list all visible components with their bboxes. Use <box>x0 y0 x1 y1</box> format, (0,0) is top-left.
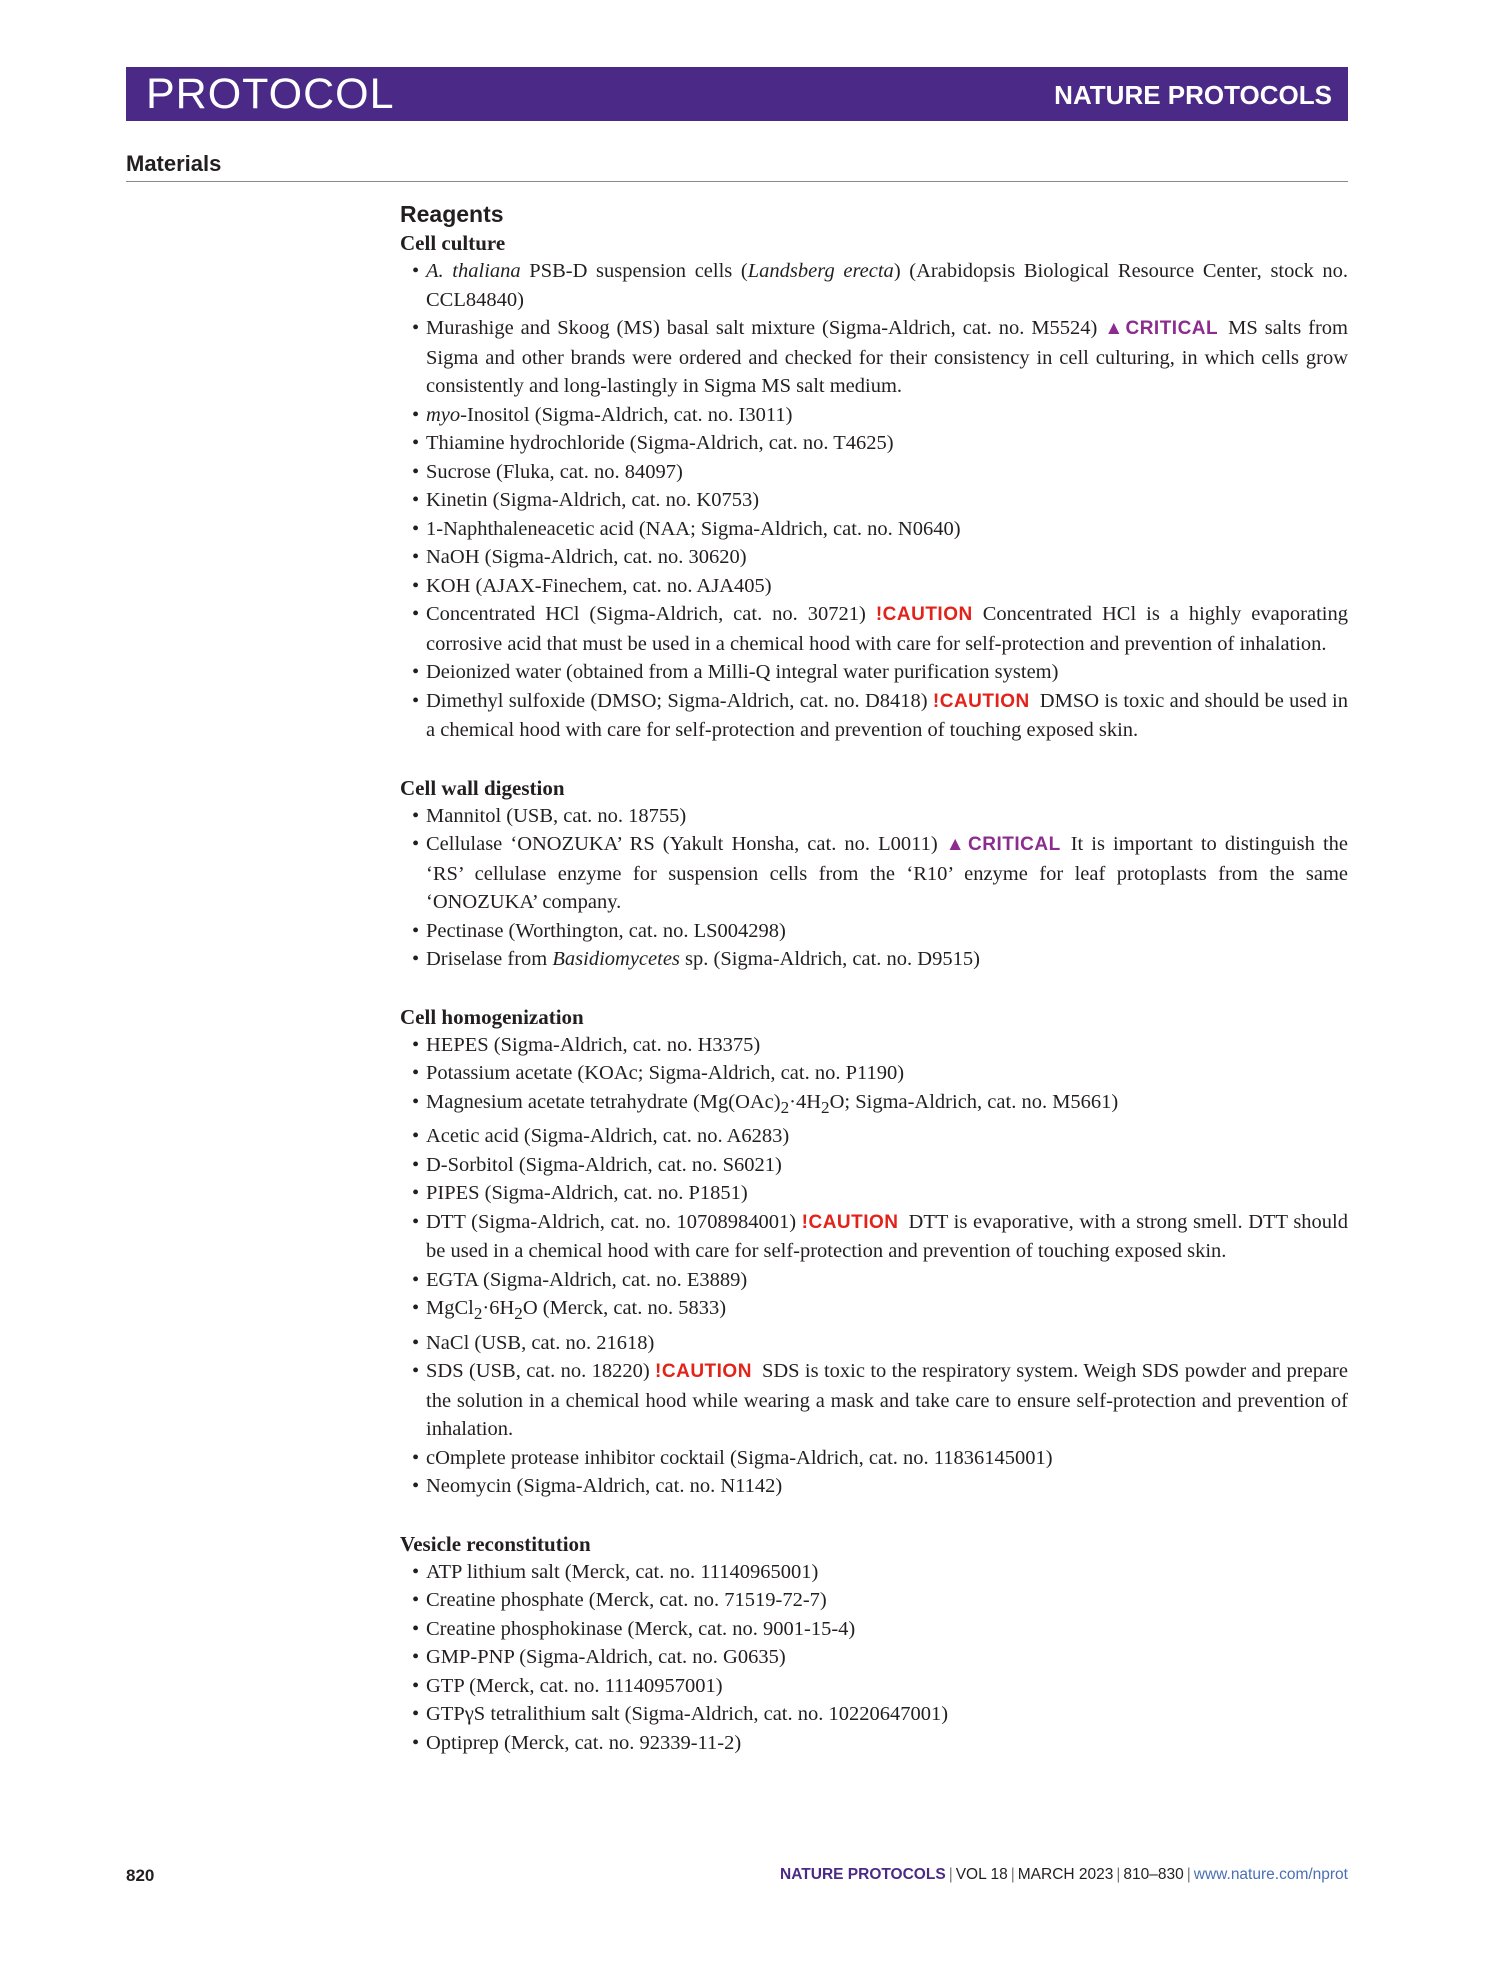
critical-tag: ▲CRITICAL <box>1104 318 1219 339</box>
vesicle-list <box>400 1558 1348 1758</box>
list-item: • PIPES (Sigma-Aldrich, cat. no. P1851) <box>426 1179 1348 1208</box>
list-item: • A. thaliana PSB-D suspension cells (Landsberg erecta) (Arabidopsis Biological Resource Center, stock no. CCL84840) <box>426 257 1348 314</box>
cell-culture-list <box>400 257 1348 745</box>
list-item: • Deionized water (obtained from a Milli-Q integral water purification system) <box>426 658 1348 687</box>
caution-tag: !CAUTION <box>875 604 973 625</box>
list-item: • Mannitol (USB, cat. no. 18755) <box>426 802 1348 831</box>
list-item: • D-Sorbitol (Sigma-Aldrich, cat. no. S6021) <box>426 1151 1348 1180</box>
footer-volume: VOL 18 <box>955 1866 1008 1883</box>
cell-homogenization-list <box>400 1031 1348 1501</box>
list-item: • Acetic acid (Sigma-Aldrich, cat. no. A6283) <box>426 1122 1348 1151</box>
list-item: • NaCl (USB, cat. no. 21618) <box>426 1329 1348 1358</box>
list-item: • GTPγS tetralithium salt (Sigma-Aldrich, cat. no. 10220647001) <box>426 1700 1348 1729</box>
list-item: • Dimethyl sulfoxide (DMSO; Sigma-Aldrich, cat. no. D8418) !CAUTION DMSO is toxic and should be used in a chemical hood with care for self-protection and prevention of touching exposed skin. <box>426 687 1348 745</box>
reagents-heading: Reagents <box>400 201 504 227</box>
list-item: • KOH (AJAX-Finechem, cat. no. AJA405) <box>426 572 1348 601</box>
subheading-cell-culture: Cell culture <box>400 231 506 255</box>
list-item: • Driselase from Basidiomycetes sp. (Sigma-Aldrich, cat. no. D9515) <box>426 945 1348 974</box>
cell-wall-list <box>400 802 1348 974</box>
critical-tag: ▲CRITICAL <box>945 834 1061 855</box>
subheading-cell-wall-digestion: Cell wall digestion <box>400 775 565 800</box>
citation-footer: NATURE PROTOCOLS | VOL 18 | MARCH 2023 | 810–830 | www.nature.com/nprot <box>780 1866 1348 1883</box>
caution-tag: !CAUTION <box>801 1211 899 1233</box>
list-item: • cOmplete protease inhibitor cocktail (Sigma-Aldrich, cat. no. 11836145001) <box>426 1444 1348 1473</box>
caution-tag: !CAUTION <box>932 690 1030 712</box>
list-item: • Sucrose (Fluka, cat. no. 84097) <box>426 458 1348 487</box>
caution-tag: !CAUTION <box>655 1361 752 1383</box>
footer-journal: NATURE PROTOCOLS <box>780 1866 946 1883</box>
list-item: • SDS (USB, cat. no. 18220) !CAUTION SDS is toxic to the respiratory system. Weigh SDS powder and prepare the solution in a chemical hood while wearing a mask and take care to ensure self-protection and prevention of inhalation. <box>426 1357 1348 1444</box>
list-item: • Thiamine hydrochloride (Sigma-Aldrich, cat. no. T4625) <box>426 429 1348 458</box>
list-item: • Magnesium acetate tetrahydrate ($Mg(OAc)_2\cdot 4H_2O$; Sigma-Aldrich, cat. no. M5661) <box>426 1088 1348 1123</box>
list-item: • DTT (Sigma-Aldrich, cat. no. 10708984001) !CAUTION DTT is evaporative, with a strong smell. DTT should be used in a chemical hood with care for self-protection and prevention of touching exposed skin. <box>426 1208 1348 1266</box>
list-item: • Kinetin (Sigma-Aldrich, cat. no. K0753) <box>426 486 1348 515</box>
list-item: • GTP (Merck, cat. no. 11140957001) <box>426 1672 1348 1701</box>
list-item: • Creatine phosphokinase (Merck, cat. no. 9001-15-4) <box>426 1615 1348 1644</box>
reagents-content <box>400 200 1348 1757</box>
list-item: • Potassium acetate (KOAc; Sigma-Aldrich, cat. no. P1190) <box>426 1059 1348 1088</box>
footer-date: MARCH 2023 <box>1017 1866 1114 1883</box>
list-item: • Pectinase (Worthington, cat. no. LS004298) <box>426 917 1348 946</box>
section-title: Materials <box>126 151 222 176</box>
list-item: • EGTA (Sigma-Aldrich, cat. no. E3889) <box>426 1266 1348 1295</box>
list-item: • Cellulase ‘ONOZUKA’ RS (Yakult Honsha, cat. no. L0011) ▲CRITICAL It is important to distinguish the ‘RS’ cellulase enzyme for suspension cells from the ‘R10’ enzyme for leaf protoplasts from the same ‘ONOZUKA’ company. <box>426 830 1348 917</box>
section-divider <box>126 181 1348 182</box>
list-item: • Concentrated HCl (Sigma-Aldrich, cat. no. 30721) !CAUTION Concentrated HCl is a highly evaporating corrosive acid that must be used in a chemical hood with care for self-protection and prevention of inhalation. <box>426 600 1348 658</box>
journal-name: NATURE PROTOCOLS <box>1054 80 1332 110</box>
list-item: • $MgCl_2\cdot 6H_2O$ (Merck, cat. no. 5833) <box>426 1294 1348 1329</box>
page-number: 820 <box>126 1866 155 1885</box>
list-item: • NaOH (Sigma-Aldrich, cat. no. 30620) <box>426 543 1348 572</box>
footer-pages: 810–830 <box>1123 1866 1184 1883</box>
list-item: • 1-Naphthaleneacetic acid (NAA; Sigma-Aldrich, cat. no. N0640) <box>426 515 1348 544</box>
journal-header-bar <box>126 67 1348 121</box>
subheading-vesicle-reconstitution: Vesicle reconstitution <box>400 1531 591 1556</box>
list-item: • HEPES (Sigma-Aldrich, cat. no. H3375) <box>426 1031 1348 1060</box>
list-item: • Optiprep (Merck, cat. no. 92339-11-2) <box>426 1729 1348 1758</box>
journal-url-link[interactable]: www.nature.com/nprot <box>1193 1866 1348 1883</box>
list-item: • Creatine phosphate (Merck, cat. no. 71519-72-7) <box>426 1586 1348 1615</box>
list-item: • Murashige and Skoog (MS) basal salt mixture (Sigma-Aldrich, cat. no. M5524) ▲CRITICAL MS salts from Sigma and other brands were ordered and checked for their consistency in cell culturing, in which cells grow consistently and long-lastingly in Sigma MS salt medium. <box>426 314 1348 401</box>
list-item: • Neomycin (Sigma-Aldrich, cat. no. N1142) <box>426 1472 1348 1501</box>
list-item: • myo-Inositol (Sigma-Aldrich, cat. no. I3011) <box>426 401 1348 430</box>
subheading-cell-homogenization: Cell homogenization <box>400 1004 584 1029</box>
list-item: • GMP-PNP (Sigma-Aldrich, cat. no. G0635) <box>426 1643 1348 1672</box>
article-type-label: PROTOCOL <box>146 70 395 118</box>
list-item: • ATP lithium salt (Merck, cat. no. 11140965001) <box>426 1558 1348 1587</box>
